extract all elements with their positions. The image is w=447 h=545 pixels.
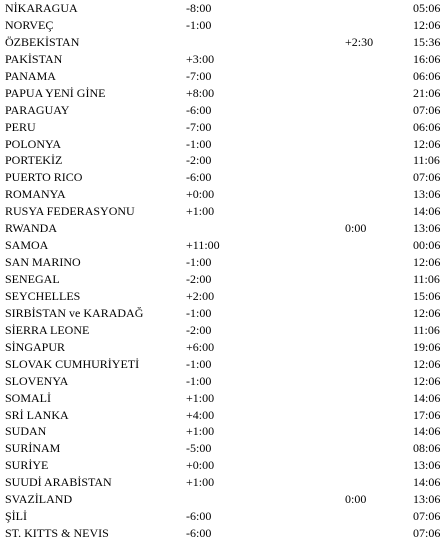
country-cell: SAMOA xyxy=(5,238,49,253)
local-time-cell: 13:06 xyxy=(413,221,441,236)
offset-alt-cell: +2:30 xyxy=(345,34,374,49)
table-row xyxy=(0,254,447,271)
table-row xyxy=(0,85,447,102)
offset-cell: -8:00 xyxy=(186,1,212,15)
local-time-cell: 07:06 xyxy=(413,102,441,117)
local-time-cell: 06:06 xyxy=(413,68,441,83)
table-row xyxy=(0,474,447,491)
offset-cell: +1:00 xyxy=(186,475,215,490)
offset-cell: -6:00 xyxy=(186,509,212,524)
offset-cell: -1:00 xyxy=(186,17,212,32)
local-time-cell: 15:36 xyxy=(413,34,441,49)
table-row xyxy=(0,34,447,51)
table-row xyxy=(0,220,447,237)
offset-cell: +1:00 xyxy=(186,204,215,219)
local-time-cell: 19:06 xyxy=(413,339,441,354)
country-cell: ROMANYA xyxy=(5,187,66,202)
offset-cell: +2:00 xyxy=(186,288,215,303)
country-cell: SLOVAK CUMHURİYETİ xyxy=(5,356,140,371)
country-cell: ÖZBEKİSTAN xyxy=(5,34,80,49)
offset-cell: -6:00 xyxy=(186,526,212,541)
offset-alt-cell: 0:00 xyxy=(345,221,367,236)
country-cell: SOMALİ xyxy=(5,390,52,405)
offset-cell: +6:00 xyxy=(186,339,215,354)
table-row xyxy=(0,305,447,322)
local-time-cell: 12:06 xyxy=(413,136,441,151)
local-time-cell: 11:06 xyxy=(413,322,440,337)
offset-cell: -1:00 xyxy=(186,136,212,151)
local-time-cell: 14:06 xyxy=(413,204,441,219)
offset-cell: +3:00 xyxy=(186,51,215,66)
table-row xyxy=(0,203,447,220)
offset-cell: +1:00 xyxy=(186,390,215,405)
offset-cell: +11:00 xyxy=(186,238,220,253)
offset-cell: -1:00 xyxy=(186,255,212,270)
country-cell: SURİNAM xyxy=(5,441,61,456)
table-row xyxy=(0,51,447,68)
country-cell: RUSYA FEDERASYONU xyxy=(5,204,135,219)
offset-cell: -1:00 xyxy=(186,356,212,371)
country-cell: SENEGAL xyxy=(5,272,60,286)
offset-cell: -6:00 xyxy=(186,170,212,185)
table-row xyxy=(0,102,447,119)
country-cell: PORTEKİZ xyxy=(5,153,63,168)
country-cell: SVAZİLAND xyxy=(5,492,73,507)
country-cell: PANAMA xyxy=(5,68,56,83)
table-row xyxy=(0,271,447,288)
local-time-cell: 13:06 xyxy=(413,492,441,507)
local-time-cell: 11:06 xyxy=(413,153,440,168)
table-row xyxy=(0,525,447,542)
offset-cell: -2:00 xyxy=(186,322,212,337)
local-time-cell: 06:06 xyxy=(413,119,441,134)
table-row xyxy=(0,322,447,339)
offset-cell: -5:00 xyxy=(186,441,212,456)
local-time-cell: 14:06 xyxy=(413,390,441,405)
table-row xyxy=(0,373,447,390)
offset-cell: -6:00 xyxy=(186,102,212,117)
local-time-cell: 00:06 xyxy=(413,238,441,253)
country-cell: PARAGUAY xyxy=(5,102,70,117)
country-cell: SUDAN xyxy=(5,424,47,439)
table-row xyxy=(0,136,447,153)
country-cell: PERU xyxy=(5,119,36,134)
local-time-cell: 13:06 xyxy=(413,458,441,473)
local-time-cell: 11:06 xyxy=(413,272,440,286)
offset-cell: +8:00 xyxy=(186,85,215,100)
local-time-cell: 16:06 xyxy=(413,51,441,66)
table-row xyxy=(0,339,447,356)
offset-alt-cell: 0:00 xyxy=(345,492,367,507)
country-cell: SIRBİSTAN ve KARADAĞ xyxy=(5,305,144,320)
offset-cell: -7:00 xyxy=(186,68,212,83)
local-time-cell: 07:06 xyxy=(413,170,441,185)
local-time-cell: 07:06 xyxy=(413,509,441,524)
offset-cell: +0:00 xyxy=(186,458,215,473)
country-cell: SAN MARINO xyxy=(5,255,81,270)
table-row xyxy=(0,288,447,305)
table-row xyxy=(0,186,447,203)
country-cell: PAPUA YENİ GİNE xyxy=(5,85,106,100)
country-cell: NİKARAGUA xyxy=(5,1,78,15)
table-row xyxy=(0,491,447,508)
offset-cell: +4:00 xyxy=(186,407,215,422)
table-row xyxy=(0,152,447,169)
table-row xyxy=(0,119,447,136)
country-cell: POLONYA xyxy=(5,136,62,151)
offset-cell: +0:00 xyxy=(186,187,215,202)
table-row xyxy=(0,457,447,474)
table-row xyxy=(0,237,447,254)
local-time-cell: 17:06 xyxy=(413,407,441,422)
local-time-cell: 13:06 xyxy=(413,187,441,202)
local-time-cell: 12:06 xyxy=(413,305,441,320)
country-cell: PAKİSTAN xyxy=(5,51,63,66)
offset-cell: -1:00 xyxy=(186,373,212,388)
table-row xyxy=(0,508,447,525)
local-time-cell: 08:06 xyxy=(413,441,441,456)
local-time-cell: 12:06 xyxy=(413,255,441,270)
table-row xyxy=(0,0,447,17)
offset-cell: -1:00 xyxy=(186,305,212,320)
local-time-cell: 14:06 xyxy=(413,475,441,490)
local-time-cell: 12:06 xyxy=(413,356,441,371)
local-time-cell: 07:06 xyxy=(413,526,441,541)
table-row xyxy=(0,440,447,457)
country-cell: ŞİLİ xyxy=(5,509,27,524)
local-time-cell: 15:06 xyxy=(413,288,441,303)
country-cell: SLOVENYA xyxy=(5,373,69,388)
country-cell: PUERTO RICO xyxy=(5,170,83,185)
offset-cell: -2:00 xyxy=(186,153,212,168)
table-row xyxy=(0,423,447,440)
table-row xyxy=(0,169,447,186)
country-cell: SURİYE xyxy=(5,458,49,473)
table-row xyxy=(0,68,447,85)
offset-cell: -2:00 xyxy=(186,272,212,286)
country-cell: RWANDA xyxy=(5,221,58,236)
country-cell: SİERRA LEONE xyxy=(5,322,90,337)
table-row xyxy=(0,407,447,424)
country-cell: SİNGAPUR xyxy=(5,339,66,354)
country-cell: SUUDİ ARABİSTAN xyxy=(5,475,112,490)
offset-cell: -7:00 xyxy=(186,119,212,134)
table-row xyxy=(0,356,447,373)
local-time-cell: 14:06 xyxy=(413,424,441,439)
country-cell: SRİ LANKA xyxy=(5,407,69,422)
local-time-cell: 12:06 xyxy=(413,17,441,32)
local-time-cell: 21:06 xyxy=(413,85,441,100)
offset-cell: +1:00 xyxy=(186,424,215,439)
local-time-cell: 05:06 xyxy=(413,1,441,15)
country-cell: ST. KITTS & NEVIS xyxy=(5,526,109,541)
local-time-cell: 12:06 xyxy=(413,373,441,388)
country-cell: NORVEÇ xyxy=(5,17,54,32)
country-cell: SEYCHELLES xyxy=(5,288,81,303)
table-row xyxy=(0,17,447,34)
table-row xyxy=(0,390,447,407)
